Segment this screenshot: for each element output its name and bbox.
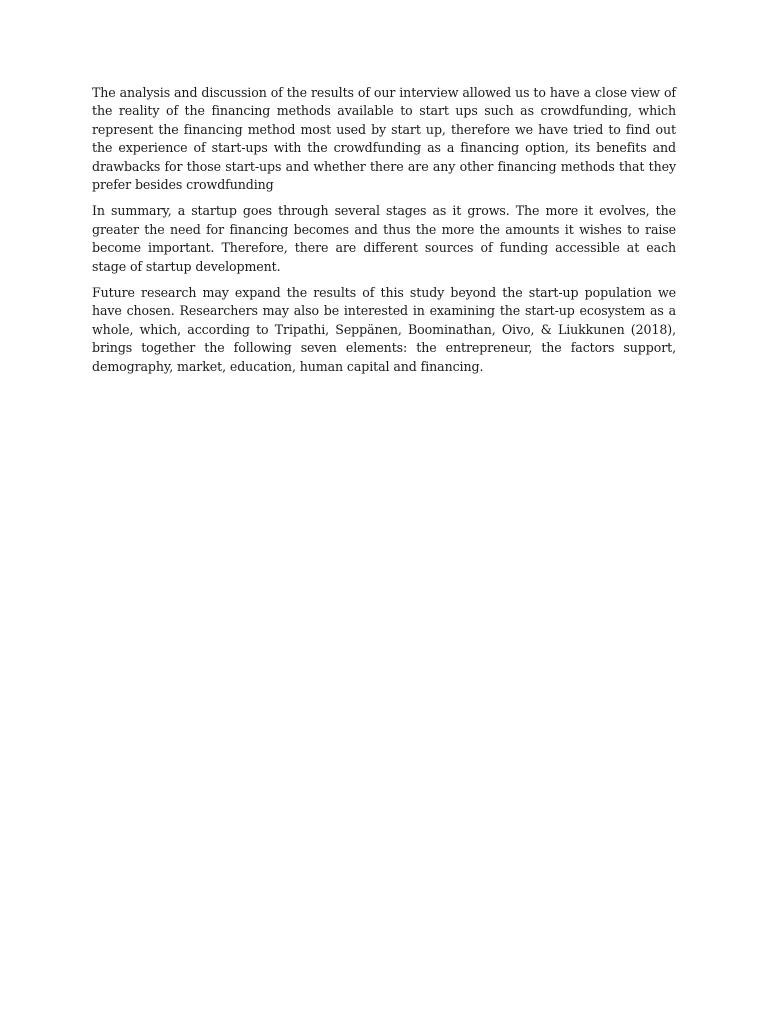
- paragraph-2: In summary, a startup goes through several stages as it grows. The more it evolves, the greater the need for financing becomes and thus the more the amounts it wishes to raise become important. Therefore, there are different sources of funding accessible at each stage of startup development.: [92, 203, 676, 274]
- paragraph-3: Future research may expand the results of this study beyond the start-up population we have chosen. Researchers may also be interested in examining the start-up ecosystem as a whole, which, according to Tripathi, Seppänen, Boominathan, Oivo, & Liukkunen (2018), brings together the following seven elements: the entrepreneur, the factors support, demography, market, education, human capital and financing.: [92, 285, 676, 374]
- paragraph-1: The analysis and discussion of the results of our interview allowed us to have a close view of the reality of the financing methods available to start ups such as crowdfunding, which represent the financing method most used by start up, therefore we have tried to find out the experience of start-ups with the crowdfunding as a financing option, its benefits and drawbacks for those start-ups and whether there are any other financing methods that they prefer besides crowdfunding: [92, 85, 676, 193]
- document-body: [92, 84, 676, 384]
